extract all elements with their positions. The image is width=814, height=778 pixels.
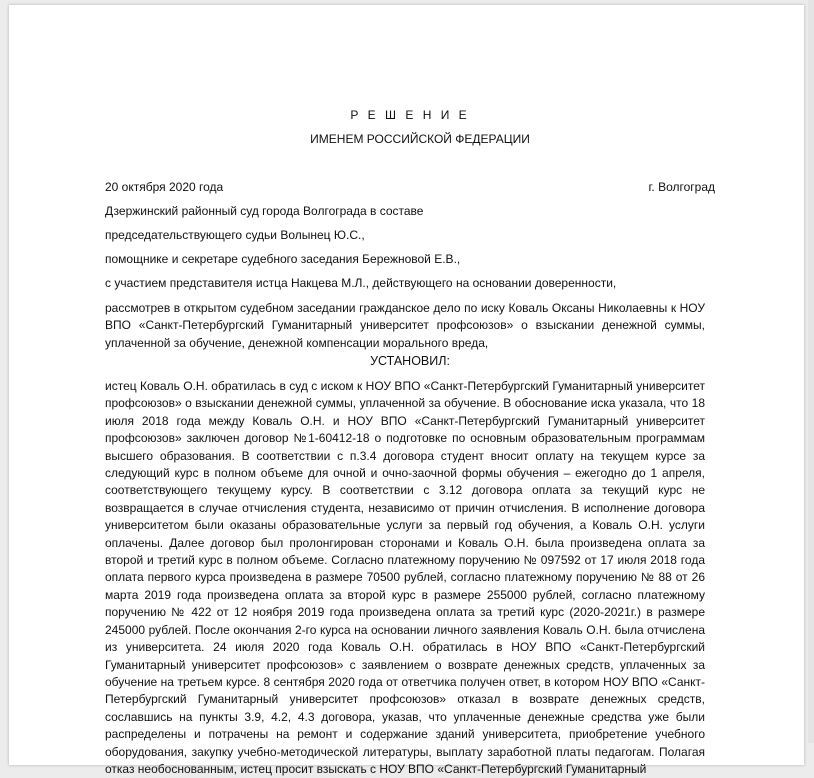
secretary-line: помощнике и секретаре судебного заседания Бережновой Е.В., [105,252,461,266]
document-title: Р Е Ш Е Н И Е [350,108,470,122]
document-subtitle: ИМЕНЕМ РОССИЙСКОЙ ФЕДЕРАЦИИ [310,132,530,146]
section-heading: УСТАНОВИЛ: [370,354,450,368]
vertical-scrollbar[interactable] [808,0,814,743]
body-paragraph: истец Коваль О.Н. обратилась в суд с иском к НОУ ВПО «Санкт-Петербургский Гуманитарный университет профсоюзов» о взыскании денежной суммы, уплаченной за обучение. В обоснование иска указала, что 18 июля 2018 года между Коваль О.Н. и НОУ ВПО «Санкт-Петербургский Гуманитарный университет профсоюзов» заключен договор №1-60412-18 о подготовке по основным образовательным программам высшего образования. В соответствии с п.3.4 договора студент вносит оплату на текущем курсе за следующий курс в полном объеме для очной и очно-заочной формы обучения – ежегодно до 1 апреля, соответствующего текущему курсу. В соответствии с 3.12 договора оплата за текущий курс не возвращается в случае отчисления студента, независимо от причин отчисления. В исполнение договора университетом были оказаны образовательные услуги за первый год обучения, а Коваль О.Н. услуги оплачены. Далее договор был пролонгирован сторонами и Коваль О.Н. была произведена оплата за второй и третий курс в полном объеме. Согласно платежному поручению № 097592 от 17 июля 2018 года оплата первого курса произведена в размере 70500 рублей, согласно платежному поручению № 88 от 26 марта 2019 года произведена оплата за второй курс в размере 255000 рублей, согласно платежному поручению № 422 от 12 ноября 2019 года произведена оплата за третий курс (2020-2021г.) в размере 245000 рублей. После окончания 2-го курса на основании личного заявления Коваль О.Н. была отчислена из университета. 24 июля 2020 года Коваль О.Н. обратилась в НОУ ВПО «Санкт-Петербургский Гуманитарный университет профсоюзов» с заявлением о возврате денежных средств, уплаченных за обучение на третьем курсе. 8 сентября 2020 года от ответчика получен ответ, в котором НОУ ВПО «Санкт-Петербургский Гуманитарный университет профсоюзов» отказал в возврате денежных средств, сославшись на пункты 3.9, 4.2, 4.3 договора, указав, что уплаченные денежные средства уже были распределены и потрачены на ремонт и содержание зданий университета, приобретение учебного оборудования, закупку учебно-методической литературы, выплату заработной платы педагогам. Полагая отказ необоснованным, истец просит взыскать с НОУ ВПО «Санкт-Петербургский Гуманитарный [105,379,705,776]
representative-line: с участием представителя истца Накцева М.Л., действующего на основании доверенности, [105,276,617,290]
document-page [9,5,804,776]
decision-date: 20 октября 2020 года [105,180,224,194]
decision-city: г. Волгоград [648,180,715,194]
court-line: Дзержинский районный суд города Волгограда в составе [105,204,424,218]
judge-line: председательствующего судьи Волынец Ю.С., [105,228,365,242]
case-intro-paragraph: рассмотрев в открытом судебном заседании гражданское дело по иску Коваль Оксаны Николаевны к НОУ ВПО «Санкт-Петербургский Гуманитарный университет профсоюзов» о взыскании денежной суммы, уплаченной за обучение, денежной компенсации морального вреда, [105,301,705,350]
date-line [105,180,715,194]
